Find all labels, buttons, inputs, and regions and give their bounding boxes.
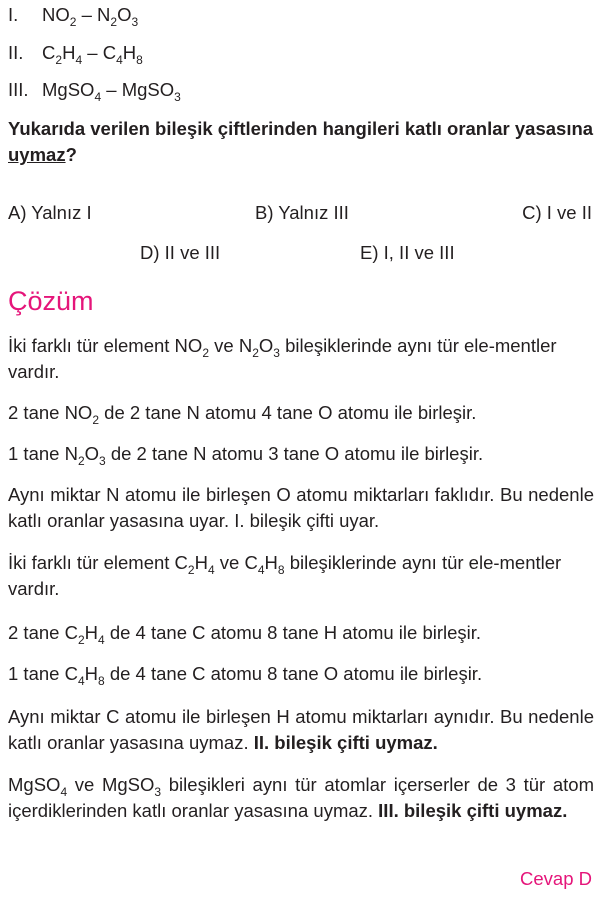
solution-paragraph-5: İki farklı tür element $C_2H_4$ ve $C_4H_8$ bileşiklerinde aynı tür ele-mentler vardır.: [8, 552, 562, 599]
option-c[interactable]: C) I ve II: [522, 202, 592, 223]
solution-paragraph-8: Aynı miktar C atomu ile birleşen H atomu miktarları aynıdır. Bu nedenle katlı oranlar yasasına uymaz. II. bileşik çifti uymaz.: [8, 706, 594, 753]
solution-title: Çözüm: [8, 286, 94, 316]
solution-paragraph-2: 2 tane $NO_2$ de 2 tane N atomu 4 tane O atomu ile birleşir.: [8, 402, 477, 427]
item-number: III.: [8, 79, 29, 100]
item-number: I.: [8, 4, 19, 25]
item-1: I. $NO_2 - N_2O_3$: [8, 4, 139, 29]
item-3: III. MgSO$_4$ – MgSO$_3$: [8, 79, 181, 104]
option-a[interactable]: A) Yalnız I: [8, 202, 92, 223]
question-stem: Yukarıda verilen bileşik çiftlerinden hangileri katlı oranlar yasasına uymaz?: [8, 118, 594, 165]
option-d[interactable]: D) II ve III: [140, 242, 221, 263]
solution-paragraph-3: 1 tane $N_2O_3$ de 2 tane N atomu 3 tane O atomu ile birleşir.: [8, 443, 484, 468]
solution-paragraph-9: MgSO$_4$ ve MgSO$_3$ bileşikleri aynı tür atomlar içerserler de 3 tür atom içerdiklerinden katlı oranlar yasasına uymaz. III. bileşik çifti uymaz.: [8, 774, 595, 821]
solution-paragraph-6: 2 tane $C_2H_4$ de 4 tane C atomu 8 tane H atomu ile birleşir.: [8, 622, 482, 647]
item-2: II. $C_2H_4 - C_4H_8$: [8, 42, 143, 67]
option-b[interactable]: B) Yalnız III: [255, 202, 349, 223]
option-e[interactable]: E) I, II ve III: [360, 242, 455, 263]
solution-paragraph-4: Aynı miktar N atomu ile birleşen O atomu miktarları faklıdır. Bu nedenle katlı oranlar yasasına uyar. I. bileşik çifti uyar.: [8, 484, 594, 531]
item-number: II.: [8, 42, 24, 63]
answer-label: Cevap D: [520, 868, 592, 889]
solution-paragraph-1: İki farklı tür element $NO_2$ ve $N_2O_3$ bileşiklerinde aynı tür ele-mentler vardır.: [8, 335, 557, 382]
solution-paragraph-7: 1 tane $C_4H_8$ de 4 tane C atomu 8 tane O atomu ile birleşir.: [8, 663, 483, 688]
